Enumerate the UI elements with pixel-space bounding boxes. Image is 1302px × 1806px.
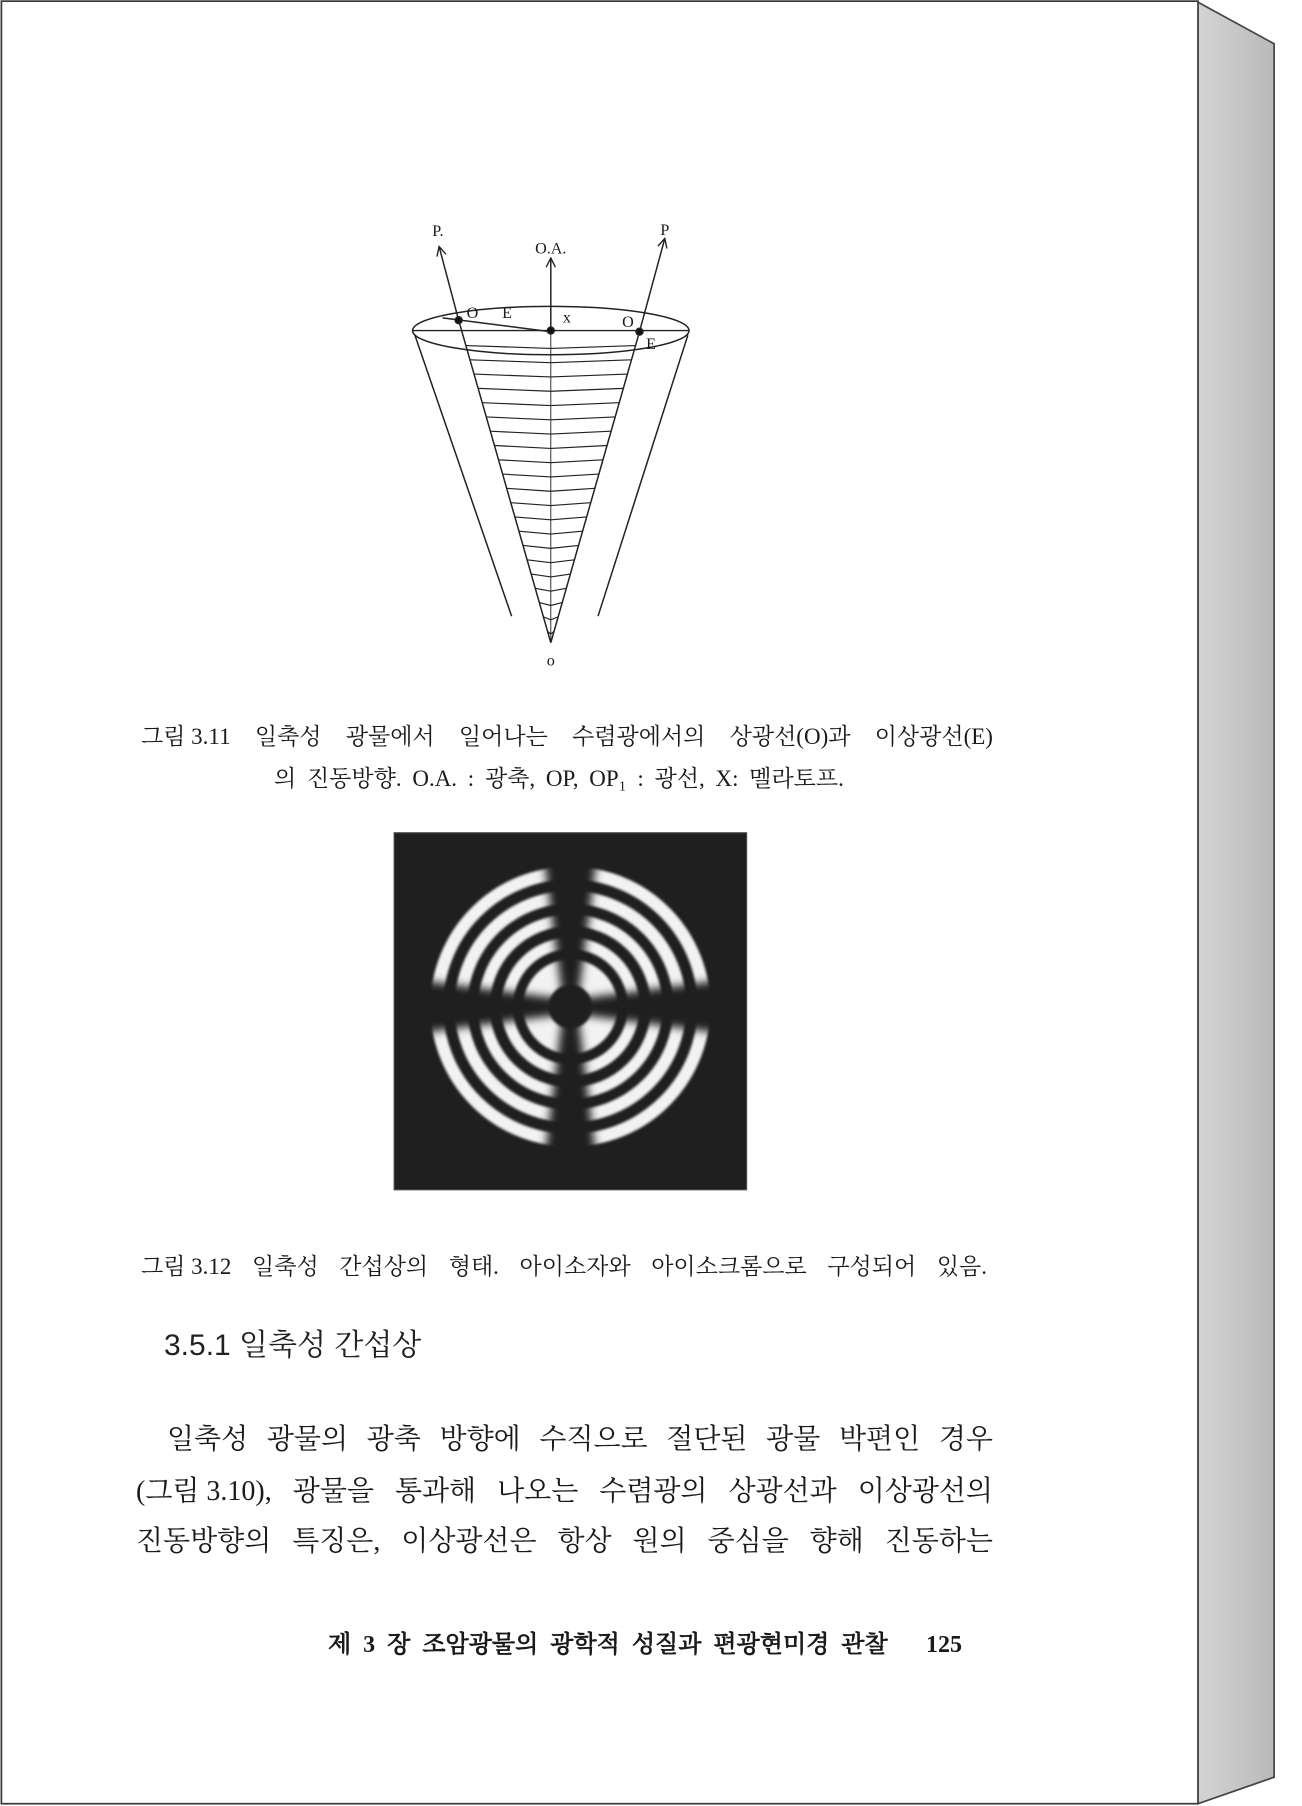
word: 방향에 xyxy=(439,1424,521,1455)
word: 경우 xyxy=(938,1424,993,1455)
word: 그림 3.11 xyxy=(141,724,231,749)
body-line-1 xyxy=(167,1422,993,1458)
label-melatope: x xyxy=(562,309,571,327)
figure-3-11-caption-line1 xyxy=(141,722,993,752)
label-apex: o xyxy=(546,652,555,670)
word: 형태. xyxy=(448,1254,499,1279)
word: 원의 xyxy=(632,1526,687,1557)
word: 수직으로 xyxy=(539,1424,648,1455)
label-ray-right: P xyxy=(660,221,670,239)
body-line-3 xyxy=(136,1524,993,1560)
running-head: 제 3 장 조암광물의 광학적 성질과 편광현미경 관찰 xyxy=(328,1632,888,1658)
word: 일어나는 xyxy=(458,724,548,749)
word: 광물을 xyxy=(292,1476,374,1507)
ray-point-right xyxy=(636,328,643,335)
word: 광물 xyxy=(766,1424,821,1455)
ray-point-left xyxy=(455,317,462,324)
melatope-point xyxy=(547,327,554,334)
book-edge xyxy=(1198,2,1274,1803)
word: 상광선(O)과 xyxy=(729,724,851,749)
label-o-right: O xyxy=(622,314,634,332)
label-optic-axis: O.A. xyxy=(535,240,567,258)
page-number: 125 xyxy=(926,1632,962,1658)
label-e-right: E xyxy=(646,335,656,353)
word: 진동방향의 xyxy=(136,1526,272,1557)
word: 이상광선은 xyxy=(401,1526,537,1557)
word: 수렴광에서의 xyxy=(572,724,706,749)
word: 진동하는 xyxy=(884,1526,993,1557)
word: 일축성 xyxy=(254,724,322,749)
word: 상광선과 xyxy=(728,1476,837,1507)
interference-figure-photo xyxy=(394,833,746,1190)
word: 광물의 xyxy=(266,1424,349,1455)
word: 광물에서 xyxy=(345,724,435,749)
word: 절단된 xyxy=(666,1424,748,1455)
word: 향해 xyxy=(809,1526,864,1557)
word: 일축성 xyxy=(167,1424,249,1455)
figure-3-12-caption xyxy=(141,1252,987,1282)
section-heading: 3.5.1 일축성 간섭상 xyxy=(164,1329,422,1362)
word: 항상 xyxy=(557,1526,612,1557)
word: 통과해 xyxy=(394,1476,477,1507)
label-ray-left: P. xyxy=(432,223,444,241)
word: 중심을 xyxy=(707,1526,789,1557)
word: 나오는 xyxy=(497,1476,579,1507)
word: 그림 3.12 xyxy=(141,1254,232,1279)
word: 이상광선의 xyxy=(857,1476,993,1507)
word: 일축성 xyxy=(252,1254,319,1279)
word: 광축 xyxy=(366,1424,421,1455)
word: 박편인 xyxy=(838,1424,921,1455)
word: (그림 3.10), xyxy=(136,1476,272,1507)
word: 아이소크롬으로 xyxy=(651,1254,807,1279)
word: 있음. xyxy=(936,1254,987,1279)
word: 구성되어 xyxy=(827,1254,917,1279)
label-o-left: O xyxy=(466,304,479,322)
word: 수렴광의 xyxy=(599,1476,708,1507)
label-e-left: E xyxy=(502,304,512,322)
body-line-2 xyxy=(136,1474,993,1510)
figure-3-11-caption-line2: 의 진동방향. O.A. : 광축, OP, OP₁ : 광선, X: 멜라토프. xyxy=(274,766,844,791)
word: 아이소자와 xyxy=(519,1254,631,1279)
word: 이상광선(E) xyxy=(874,724,993,749)
word: 특징은, xyxy=(292,1526,381,1557)
word: 간섭상의 xyxy=(339,1254,429,1279)
